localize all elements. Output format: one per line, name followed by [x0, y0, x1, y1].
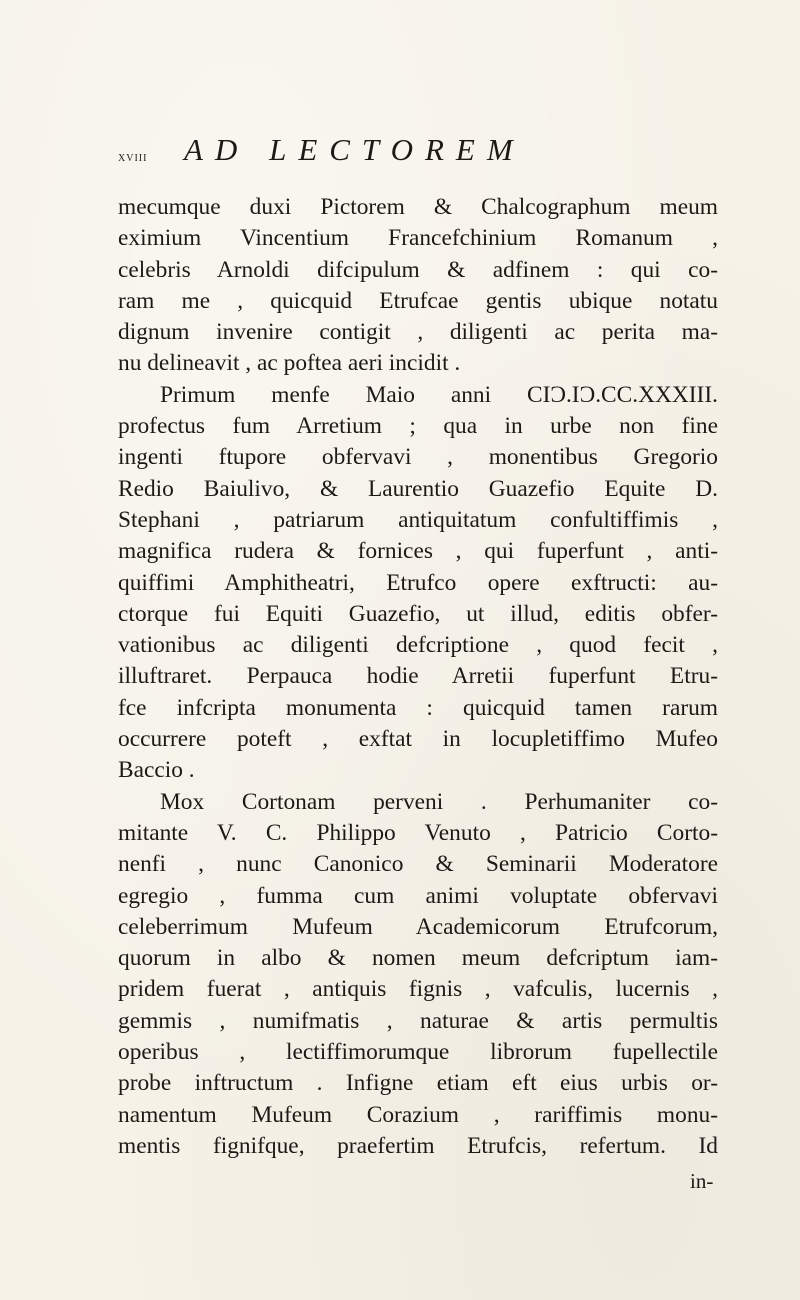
text-line: ram me , quicquid Etrufcae gentis ubique notatu [118, 287, 718, 314]
text-line: eximium Vincentium Francefchinium Romanum , [118, 225, 718, 252]
text-line: vationibus ac diligenti defcriptione , quod fecit , [118, 632, 718, 659]
folio-number: xviii [118, 150, 148, 165]
text-line: Baccio . [118, 757, 195, 784]
text-line: occurrere poteft , exftat in locupletiffimo Mufeo [118, 726, 718, 753]
text-line: dignum invenire contigit , diligenti ac perita ma- [118, 319, 718, 346]
text-line: gemmis , numifmatis , naturae & artis permultis [118, 1007, 718, 1034]
text-line: Stephani , patriarum antiquitatum confultiffimis , [118, 506, 718, 533]
text-line: probe inftructum . Infigne etiam eft eius urbis or- [118, 1070, 718, 1097]
text-line: quiffimi Amphitheatri, Etrufco opere exftructi: au- [118, 569, 718, 596]
text-line: fce infcripta monumenta : quicquid tamen rarum [118, 694, 718, 721]
text-line: Primum menfe Maio anni CIƆ.IƆ.CC.XXXIII. [160, 381, 718, 408]
text-line: mecumque duxi Pictorem & Chalcographum meum [118, 194, 718, 220]
text-line: pridem fuerat , antiquis fignis , vafculis, lucernis , [118, 976, 718, 1003]
page-header [118, 132, 718, 180]
text-line: namentum Mufeum Corazium , rariffimis monu- [118, 1101, 718, 1128]
text-line: ingenti ftupore obfervavi , monentibus Gregorio [118, 444, 718, 471]
text-line: Redio Baiulivo, & Laurentio Guazefio Equite D. [118, 475, 718, 502]
text-line: quorum in albo & nomen meum defcriptum iam- [118, 945, 718, 972]
text-line: ctorque fui Equiti Guazefio, ut illud, editis obfer- [118, 600, 718, 627]
text-line: operibus , lectiffimorumque librorum fupellectile [118, 1039, 718, 1066]
text-line: magnifica rudera & fornices , qui fuperfunt , anti- [118, 538, 718, 565]
body-text [118, 192, 718, 1162]
text-line: celebris Arnoldi difcipulum & adfinem : qui co- [118, 256, 718, 283]
text-line: nu delineavit , ac poftea aeri incidit . [118, 350, 461, 377]
running-title: AD LECTOREM [184, 132, 525, 167]
text-line: mitante V. C. Philippo Venuto , Patricio Corto- [118, 819, 718, 846]
text-line: celeberrimum Mufeum Academicorum Etrufcorum, [118, 913, 718, 940]
text-line: illuftraret. Perpauca hodie Arretii fuperfunt Etru- [118, 663, 718, 690]
text-line: nenfi , nunc Canonico & Seminarii Moderatore [118, 851, 718, 878]
text-line: egregio , fumma cum animi voluptate obfervavi [118, 882, 718, 909]
text-line: Mox Cortonam perveni . Perhumaniter co- [160, 788, 718, 815]
text-line: profectus fum Arretium ; qua in urbe non fine [118, 413, 718, 440]
catchword: in- [690, 1169, 714, 1193]
text-line: mentis fignifque, praefertim Etrufcis, refertum. Id [118, 1132, 718, 1159]
